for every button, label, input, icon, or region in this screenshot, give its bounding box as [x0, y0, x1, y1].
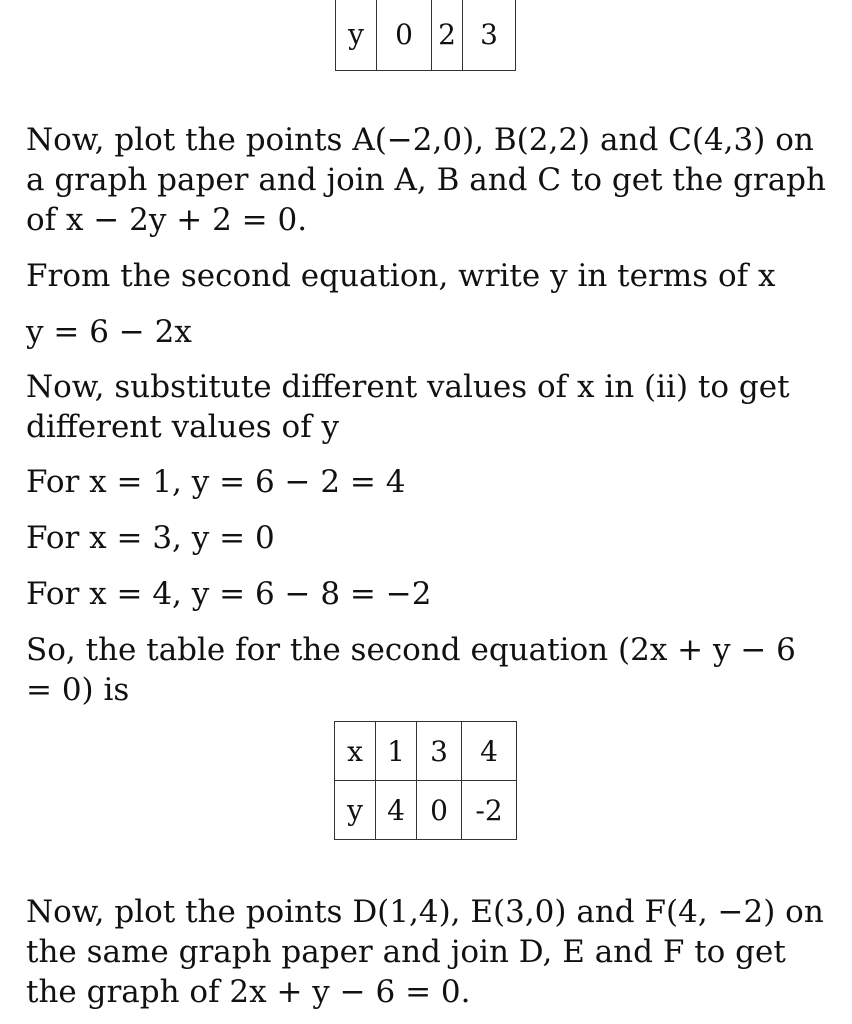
table-cell: y: [335, 781, 376, 840]
paragraph-substitute: Now, substitute different values of x in (ii) to get different values of y: [26, 369, 790, 445]
equation-y: y = 6 − 2x: [26, 314, 192, 350]
equation-x4: For x = 4, y = 6 − 8 = −2: [26, 576, 432, 612]
paragraph-plot-abc: Now, plot the points A(−2,0), B(2,2) and C(4,3) on a graph paper and join A, B and C to get the graph of x − 2y + 2 = 0.: [26, 122, 826, 238]
paragraph-plot-def: Now, plot the points D(1,4), E(3,0) and F(4, −2) on the same graph paper and join D, E and F to get the graph of 2x + y − 6 = 0.: [26, 894, 824, 1010]
values-table-first-equation: [335, 0, 516, 71]
table-cell: 4: [376, 781, 417, 840]
table-row: [336, 0, 516, 71]
table-cell: 4: [462, 722, 517, 781]
paragraph-second-equation: From the second equation, write y in terms of x: [26, 258, 776, 294]
table-cell: 3: [463, 0, 516, 71]
values-table-second-equation: [334, 721, 517, 840]
paragraph-table-intro: So, the table for the second equation (2x + y − 6 = 0) is: [26, 632, 796, 708]
table-cell: 1: [376, 722, 417, 781]
table-cell: 3: [417, 722, 462, 781]
table-cell: 0: [377, 0, 432, 71]
equation-x1: For x = 1, y = 6 − 2 = 4: [26, 464, 406, 500]
table-row: [335, 722, 517, 781]
table-cell: -2: [462, 781, 517, 840]
equation-x3: For x = 3, y = 0: [26, 520, 275, 556]
table-row: [335, 781, 517, 840]
table-cell: x: [335, 722, 376, 781]
table-cell: 0: [417, 781, 462, 840]
table-cell: y: [336, 0, 377, 71]
table-cell: 2: [432, 0, 463, 71]
